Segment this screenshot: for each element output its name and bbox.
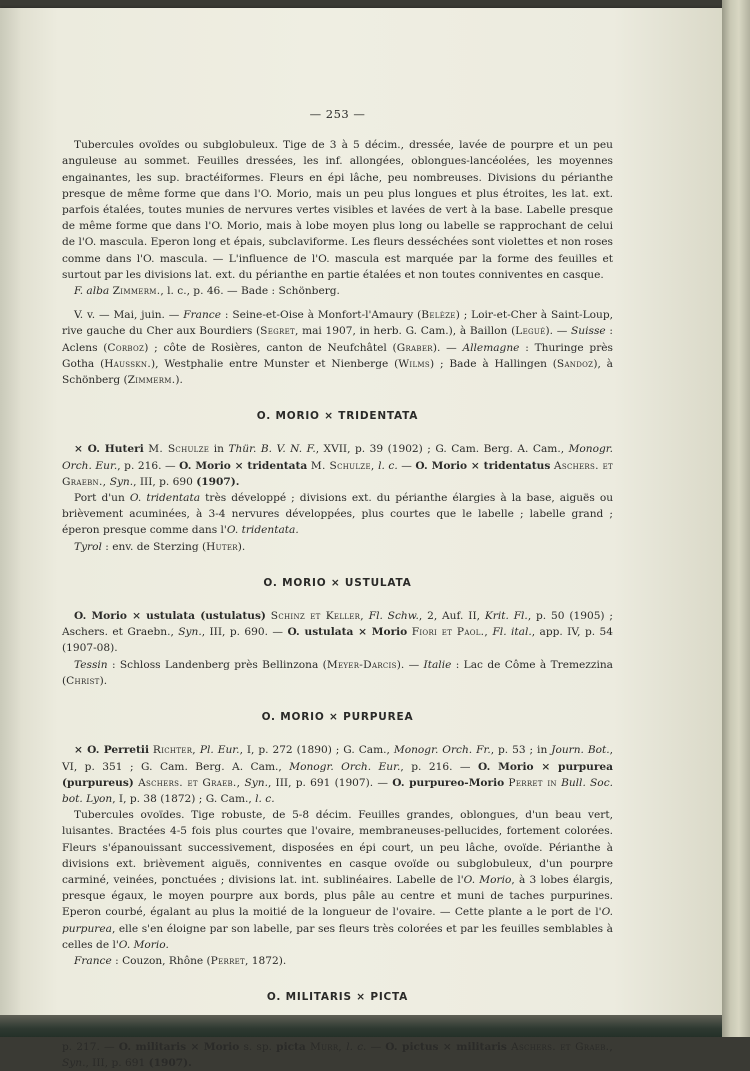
page-number: — 253 —: [309, 107, 366, 121]
synonymy-huteri: × O. Huteri M. Schulze in Thür. B. V. N. F., XVII, p. 39 (1902) ; G. Cam. Berg. A. Cam., Monogr. Orch. Eur., p. 216. — O. Morio × tridentata M. Schulze, l. c. — O. Morio × tridentatus Aschers. et Graebn., Syn., III, p. 690 (1907).: [62, 443, 614, 488]
heading-militaris-picta: O. MILITARIS × PICTA: [266, 991, 409, 1004]
book-edge-bottom: [0, 1015, 722, 1037]
synonymy-perretii: × O. Perretii Richter, Pl. Eur., I, p. 272 (1890) ; G. Cam., Monogr. Orch. Fr., p. 53 ; in Journ. Bot., VI, p. 351 ; G. Cam. Berg. A. Cam., Monogr. Orch. Eur., p. 216. — O. Morio × purpurea (purpureus) Aschers. et Graeb., Syn., III, p. 691 (1907). — O. purpureo-Morio Perret in Bull. Soc. bot. Lyon, I, p. 38 (1872) ; G. Cam., l. c.: [62, 744, 614, 805]
synonymy-morio-ustulata: O. Morio × ustulata (ustulatus) Schinz et Keller, Fl. Schw., 2, Auf. II, Krit. Fl., p. 50 (1905) ; Aschers. et Graebn., Syn., III, p. 690. — O. ustulata × Morio Fiori et Paol., Fl. ital., app. IV, p. 54 (1907-08).: [62, 610, 613, 655]
heading-morio-ustulata: O. MORIO × USTULATA: [263, 576, 412, 589]
page-content: [62, 106, 613, 1071]
heading-morio-tridentata: O. MORIO × TRIDENTATA: [256, 410, 419, 423]
description-huteri: Port d'un O. tridentata très développé ; divisions ext. du périanthe élargies à la base, aiguës ou brièvement acuminées, à 3-4 nervures développées, plus courtes que le labelle ; labelle grand ; éperon presque comme dans l'O. tridentata.: [62, 492, 614, 537]
book-page: [0, 8, 722, 1069]
description-perretii: Tubercules ovoïdes. Tige robuste, de 5-8 décim. Feuilles grandes, oblongues, d'un beau vert, luisantes. Bractées 4-5 fois plus courtes que l'ovaire, membraneuses-pellucides, fortement colorées. Fleurs s'épanouissant successivement, disposées en épi court, un peu lâche, ovoïde. Périanthe à divisions ext. brièvement aiguës, conniventes en casque ovoïde ou subglobuleux, d'un pourpre carminé, veinées, ponctuées ; divisions lat. int. sublinéaires. Labelle de l'O. Morio, à 3 lobes élargis, presque égaux, le moyen pourpre aux bords, plus pâle au centre et muni de taches purpurines. Eperon courbé, égalant au plus la moitié de la longueur de l'ovaire. — Cette plante a le port de l'O. purpurea, elle s'en éloigne par son labelle, par ses fleurs très colorées et par les feuilles semblables à celles de l'O. Morio.: [62, 809, 613, 951]
synonymy-ladurneri: p. 217. — O. militaris × Morio s. sp. picta Murr, l. c. — O. pictus × militaris Aschers. et Graeb., Syn., III, p. 691 (1907).: [62, 1040, 613, 1069]
locality-morio-ustulata: Tessin : Schloss Landenberg près Bellinzona (Meyer-Darcis). — Italie : Lac de Côme à Tremezzina (Christ).: [62, 658, 613, 687]
distribution-paragraph: V. v. — Mai, juin. — France : Seine-et-Oise à Monfort-l'Amaury (Belèze) ; Loir-et-Cher à Saint-Loup, rive gauche du Cher aux Bourdiers (Segret, mai 1907, in herb. G. Cam.), à Baillon (Legué). — Suisse : Aclens (Corboz) ; côte de Rosières, canton de Neufchâtel (Graber). — Allemagne : Thuringe près Gotha (Hausskn.), Westphalie entre Munster et Nienberge (Wilms) ; Bade à Hallingen (Sandoz), à Schönberg (Zimmerm.).: [62, 309, 613, 387]
intro-paragraph: Tubercules ovoïdes ou subglobuleux. Tige de 3 à 5 décim., dressée, lavée de pourpre et un peu anguleuse au sommet. Feuilles dressées, les inf. allongées, oblongues-lancéolées, les moyennes engainantes, les sup. bractéiformes. Fleurs en épi lâche, peu nombreuses. Divisions du périanthe presque de même forme que dans l'O. Morio, mais un peu plus longues et plus étroites, les lat. ext. parfois étalées, toutes munies de nervures vertes visibles et lavées de vert à la base. Labelle presque de même forme que dans l'O. Morio, mais à lobe moyen plus long ou labelle se rapprochant de celui de l'O. mascula. Eperon long et épais, subclaviforme. Les fleurs desséchées sont violettes et non roses comme dans l'O. mascula. — L'influence de l'O. mascula est marquée par la forme des feuilles et surtout par les divisions lat. ext. du périanthe en partie étalées et non toutes conniventes en casque.: [62, 139, 613, 281]
heading-morio-purpurea: O. MORIO × PURPUREA: [261, 711, 414, 724]
forma-alba-line: F. alba Zimmerm., l. c., p. 46. — Bade : Schönberg.: [74, 285, 340, 298]
locality-perretii: France : Couzon, Rhône (Perret, 1872).: [74, 954, 287, 967]
book-edge-right: [722, 0, 750, 1037]
locality-huteri: Tyrol : env. de Sterzing (Huter).: [74, 540, 246, 553]
